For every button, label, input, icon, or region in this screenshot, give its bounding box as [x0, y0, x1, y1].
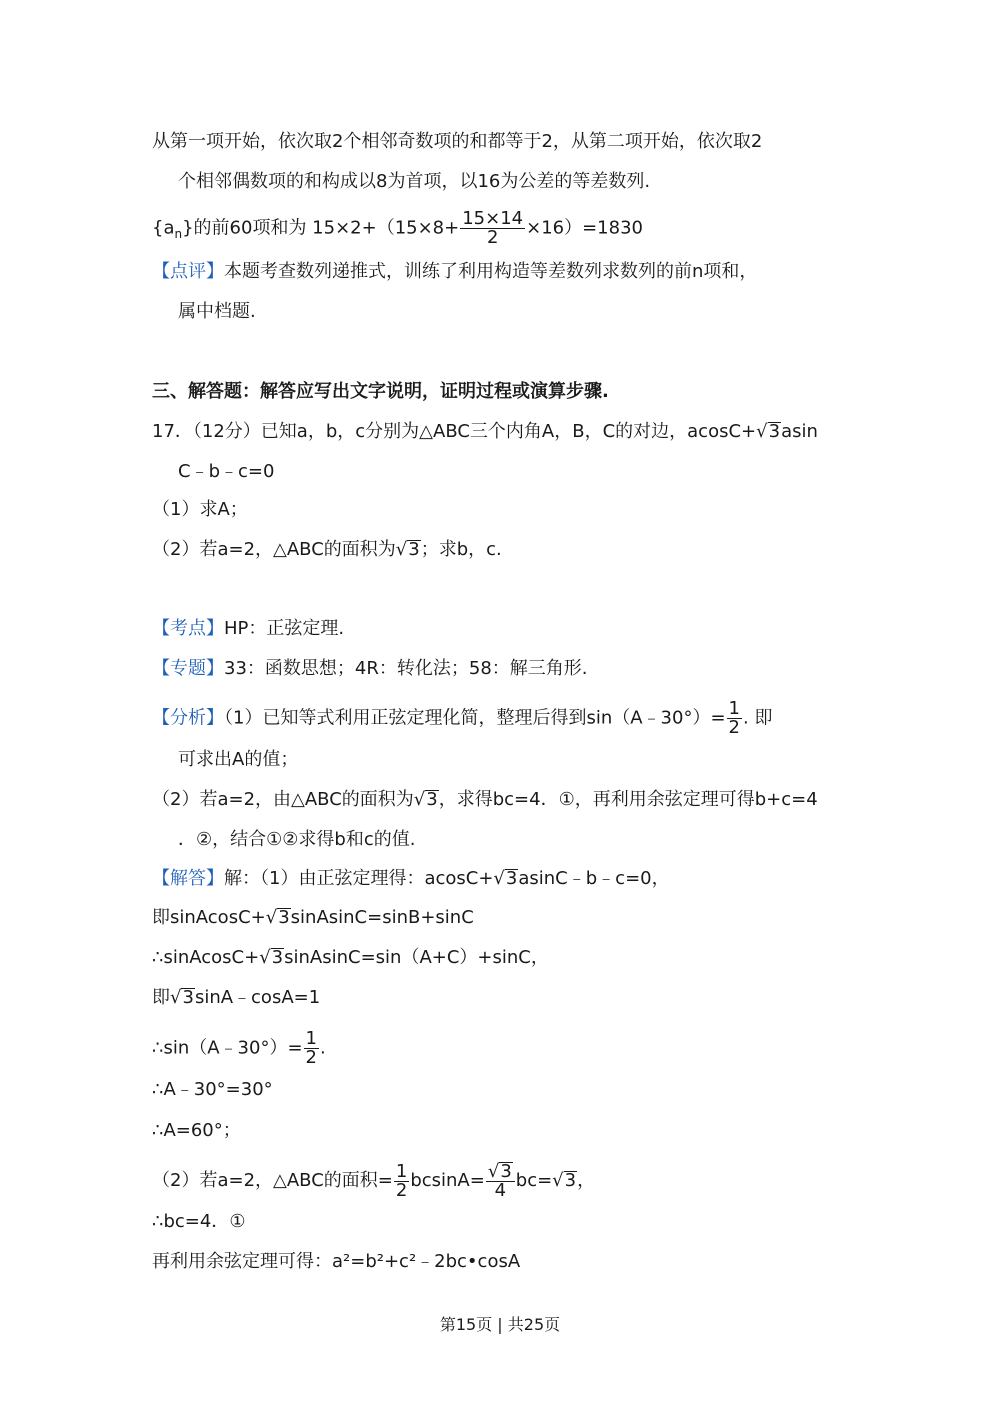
- fraction-numerator: √3: [486, 1162, 515, 1182]
- question-text: ；求b，c.: [420, 539, 502, 560]
- sqrt-value: 3: [768, 421, 781, 442]
- sqrt-value: 3: [426, 789, 438, 810]
- step-text: ∴bc=4．: [152, 1211, 230, 1232]
- step-line: [152, 1210, 245, 1234]
- step-line: ∴A=60°；: [152, 1120, 241, 1141]
- fenxi-line: （2）若a=2，由△ABC的面积为√3，求得bc=4．①，再利用余弦定理可得b+c=4: [152, 789, 818, 810]
- fraction: [394, 1160, 409, 1201]
- text-line: [152, 210, 643, 247]
- sum-text: }的前60项和为 15×2+（15×8+: [182, 217, 460, 239]
- step-line: （2）若a=2，△ABC的面积= $\frac{1}{2}$ bcsinA= $\frac{√3}{4}$ bc=√3，: [152, 1160, 596, 1201]
- circled-two: ②: [196, 829, 213, 850]
- question-text: （2）若a=2，△ABC的面积为: [152, 539, 396, 560]
- step-text: bcsinA=: [410, 1170, 485, 1191]
- question-line: C﹣b﹣c=0: [178, 461, 275, 482]
- step-text: bc=: [515, 1170, 553, 1191]
- zhuanti-tag: 【专题】: [152, 658, 224, 679]
- sqrt-value: 3: [500, 1161, 512, 1182]
- step-text: 即: [152, 987, 170, 1008]
- jieda-text: asinC﹣b﹣c=0，: [518, 868, 670, 889]
- jieda-tag: 【解答】: [152, 868, 224, 889]
- subquestion-2: （2）若a=2，△ABC的面积为√3；求b，c.: [152, 539, 502, 560]
- step-line: ∴sinAcosC+√3sinAsinC=sin（A+C）+sinC，: [152, 947, 549, 968]
- fraction-denominator: 4: [494, 1180, 507, 1201]
- sqrt-value: 3: [505, 868, 518, 889]
- fraction-denominator: 2: [728, 717, 740, 738]
- fenxi-text: ，结合: [212, 829, 267, 850]
- seq-sub: n: [174, 227, 183, 242]
- comment-line: [152, 260, 757, 284]
- fraction: [727, 700, 742, 737]
- fenxi-tag: 【分析】: [152, 707, 224, 729]
- question-text: asin: [781, 421, 818, 442]
- text-line: 属中档题.: [178, 301, 256, 322]
- sqrt-value: 3: [564, 1170, 577, 1191]
- fraction: [486, 1162, 515, 1200]
- seq-open: {a: [152, 217, 175, 239]
- zhuanti-text: 33：函数思想；4R：转化法；58：解三角形.: [224, 658, 588, 679]
- fenxi-text: ，求得bc=4．: [438, 789, 559, 810]
- fraction-denominator: 2: [395, 1179, 408, 1201]
- fraction-denominator: 2: [305, 1047, 317, 1068]
- fenxi-text: . 即: [743, 707, 773, 729]
- comment-tag: 【点评】: [152, 261, 224, 282]
- step-line: ∴A﹣30°=30°: [152, 1079, 273, 1100]
- fraction: [304, 1030, 319, 1067]
- kaodian-text: HP：正弦定理.: [224, 618, 345, 639]
- step-text: sinA﹣cosA=1: [194, 987, 321, 1008]
- step-text: sinAsinC=sin（A+C）+sinC，: [284, 947, 549, 968]
- step-text: ∴sinAcosC+: [152, 947, 260, 968]
- sum-result: ×16）=1830: [526, 217, 643, 239]
- question-line: 17．（12分）已知a，b，c分别为△ABC三个内角A，B，C的对边，acosC+√3asin: [152, 421, 818, 442]
- text-line: 可求出A的值；: [178, 749, 299, 770]
- jieda-line: 【解答】解：（1）由正弦定理得：acosC+√3asinC﹣b﹣c=0，: [152, 868, 670, 889]
- fenxi-text: （2）若a=2，由△ABC的面积为: [152, 789, 414, 810]
- circled-two: ②: [282, 829, 299, 850]
- step-line: 即√3sinA﹣cosA=1: [152, 987, 321, 1008]
- text-line: 个相邻偶数项的和构成以8为首项，以16为公差的等差数列.: [178, 171, 651, 192]
- sqrt-value: 3: [182, 987, 194, 1008]
- circled-one: ①: [266, 829, 283, 850]
- kaodian-line: [152, 617, 344, 641]
- circled-one: ①: [229, 1211, 246, 1232]
- sqrt-value: 3: [278, 907, 290, 928]
- page-footer: 第15页 | 共25页: [439, 1315, 561, 1334]
- fraction-numerator: 1: [728, 698, 740, 719]
- step-text: ，: [577, 1170, 596, 1191]
- section-heading: 三、解答题：解答应写出文字说明，证明过程或演算步骤.: [152, 381, 609, 402]
- fenxi-text: ．: [178, 829, 196, 850]
- step-line: 即sinAcosC+√3sinAsinC=sinB+sinC: [152, 907, 474, 928]
- fenxi-text: ，再利用余弦定理可得b+c=4: [574, 789, 818, 810]
- fraction-numerator: 1: [305, 1028, 317, 1049]
- step-line: 再利用余弦定理可得：a²=b²+c²﹣2bc•cosA: [152, 1251, 521, 1272]
- step-text: 即sinAcosC+: [152, 907, 266, 928]
- zhuanti-line: [152, 657, 588, 681]
- question-text: 17．（12分）已知a，b，c分别为△ABC三个内角A，B，C的对边，acosC+: [152, 421, 757, 442]
- step-line: [152, 1030, 326, 1067]
- subquestion-1: （1）求A；: [152, 499, 248, 520]
- step-text: .: [320, 1037, 326, 1059]
- sqrt-value: 3: [408, 539, 420, 560]
- kaodian-tag: 【考点】: [152, 618, 224, 639]
- fraction: [460, 210, 525, 247]
- fenxi-line: [178, 828, 415, 852]
- fenxi-text: 求得b和c的值.: [298, 829, 416, 850]
- fenxi-line: [152, 700, 772, 737]
- step-text: ∴sin（A﹣30°）=: [152, 1037, 303, 1059]
- fraction-numerator: 15×14: [462, 208, 524, 229]
- circled-one: ①: [558, 789, 575, 810]
- step-text: （2）若a=2，△ABC的面积=: [152, 1170, 393, 1191]
- fraction-denominator: 2: [486, 227, 499, 248]
- fenxi-text: （1）已知等式利用正弦定理化简，整理后得到sin（A﹣30°）=: [224, 707, 726, 729]
- jieda-text: 解：（1）由正弦定理得：acosC+: [224, 868, 494, 889]
- step-text: sinAsinC=sinB+sinC: [290, 907, 474, 928]
- comment-text: 本题考查数列递推式，训练了利用构造等差数列求数列的前n项和，: [224, 261, 758, 282]
- fraction-numerator: 1: [395, 1160, 408, 1182]
- sqrt-value: 3: [271, 947, 284, 968]
- text-line: 从第一项开始，依次取2个相邻奇数项的和都等于2，从第二项开始，依次取2: [152, 131, 763, 152]
